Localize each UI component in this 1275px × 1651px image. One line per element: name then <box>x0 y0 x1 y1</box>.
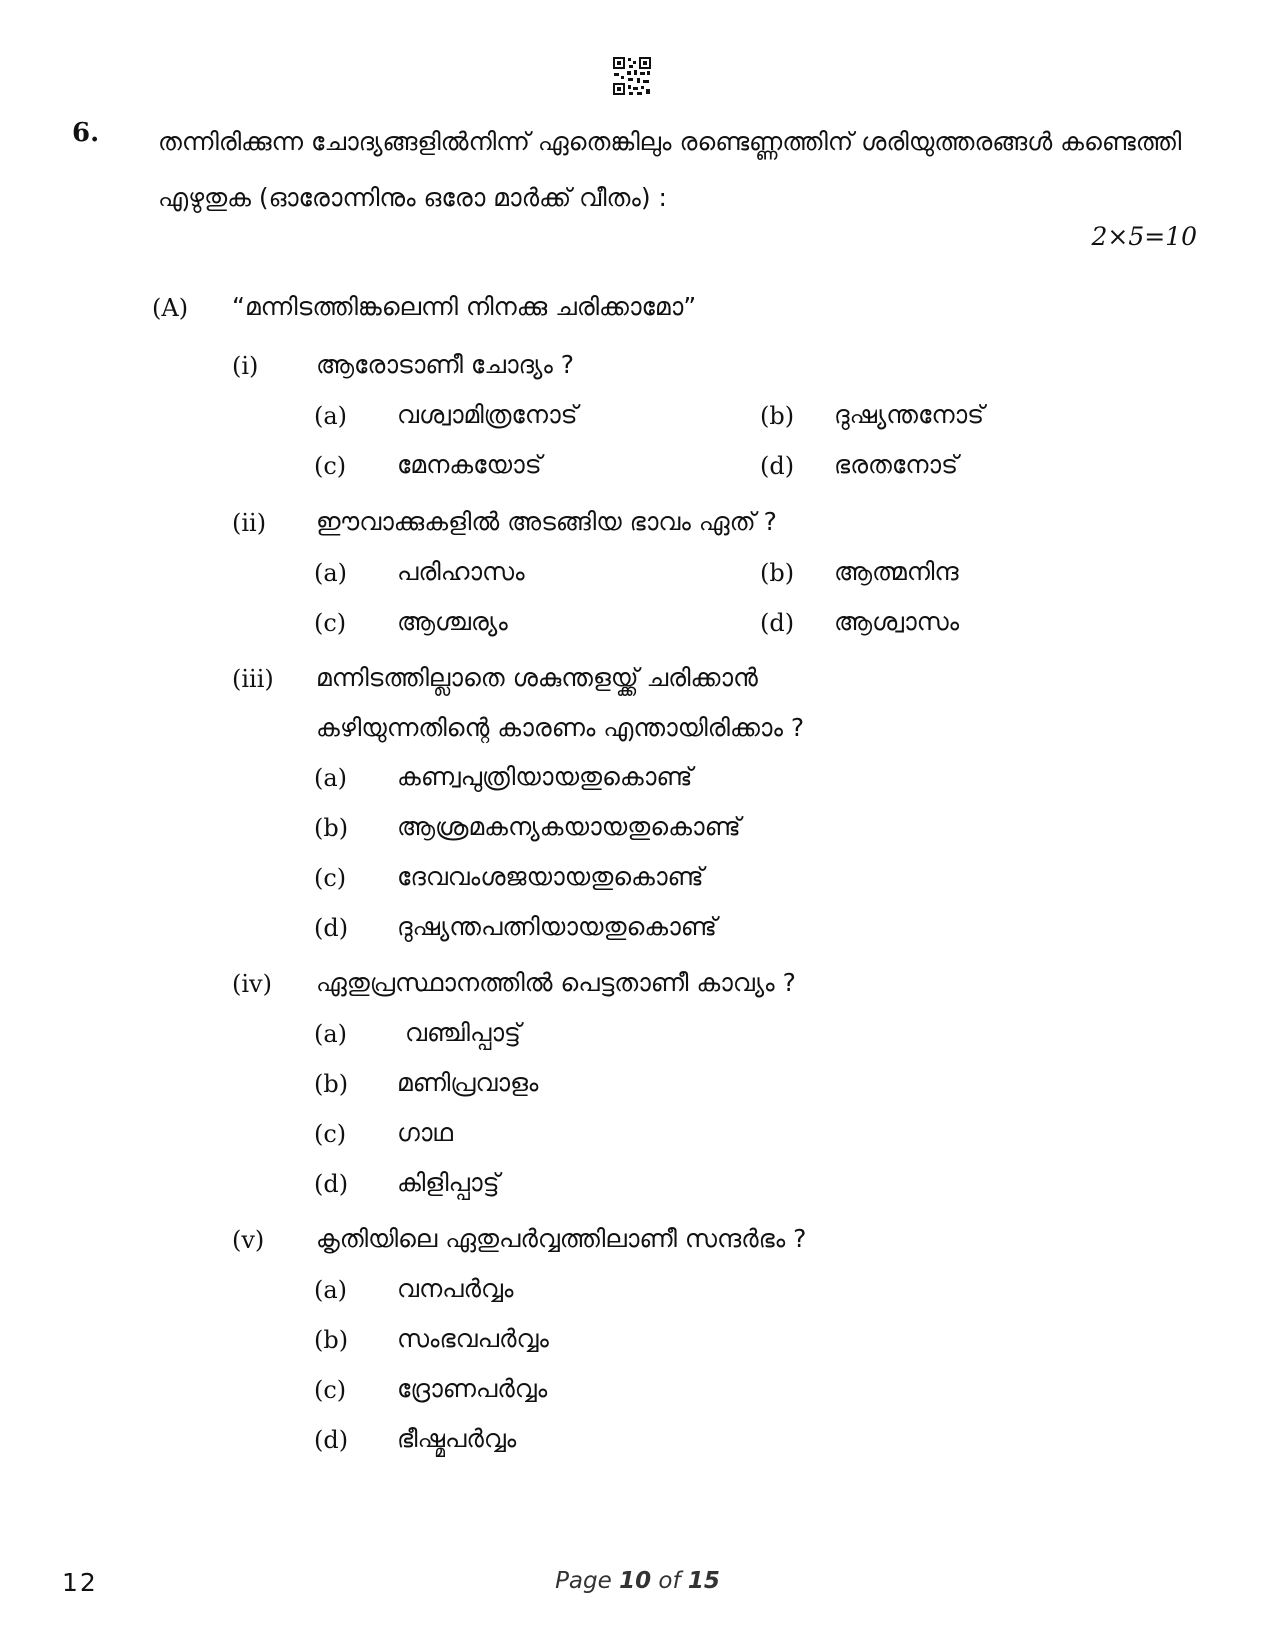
subquestion-text-line2: കഴിയുന്നതിന്റെ കാരണം എന്തായിരിക്കാം ? <box>316 713 805 742</box>
section-passage: “മന്നിടത്തിങ്കലെന്നി നിനക്കു ചരിക്കാമോ” <box>232 292 697 321</box>
option-text: കിളിപ്പാട്ട് <box>397 1168 500 1197</box>
option-label: (a) <box>314 402 348 430</box>
option-label: (b) <box>314 814 349 842</box>
option-label: (a) <box>314 1276 348 1304</box>
option-text: വഞ്ചിപ്പാട്ട് <box>405 1018 521 1047</box>
subquestion-label: (iii) <box>232 665 274 693</box>
option-label: (d) <box>314 914 349 942</box>
page-word: Page <box>555 1568 612 1594</box>
option-text: ഗാഥ <box>397 1118 453 1147</box>
option-label: (d) <box>760 609 795 637</box>
option-text: സംഭവപർവ്വം <box>397 1324 549 1353</box>
option-label: (a) <box>314 1020 348 1048</box>
option-text: ആശ്രമകന്യകയായതുകൊണ്ട് <box>397 812 741 841</box>
option-text: പരിഹാസം <box>397 557 525 586</box>
section-label: (A) <box>152 294 189 322</box>
option-label: (c) <box>314 1376 347 1404</box>
option-label: (b) <box>314 1326 349 1354</box>
page-total: 15 <box>687 1568 720 1594</box>
subquestion-label: (ii) <box>232 509 267 537</box>
page-indicator <box>0 1568 1275 1594</box>
option-text: ആശ്ചര്യം <box>397 607 508 636</box>
option-text: മേനകയോട് <box>397 450 542 479</box>
option-text: മണിപ്രവാളം <box>397 1068 539 1097</box>
option-label: (b) <box>760 402 795 430</box>
option-label: (b) <box>760 559 795 587</box>
option-label: (b) <box>314 1070 349 1098</box>
option-label: (d) <box>314 1426 349 1454</box>
question-number: 6. <box>72 118 100 148</box>
subquestion-text: ഏതുപ്രസ്ഥാനത്തിൽ പെട്ടതാണീ കാവ്യം ? <box>316 968 796 997</box>
subquestion-text: ഈവാക്കുകളിൽ അടങ്ങിയ ഭാവം ഏത് ? <box>316 507 777 536</box>
option-text: കണ്വപുത്രിയായതുകൊണ്ട് <box>397 762 693 791</box>
subquestion-text: ആരോടാണീ ചോദ്യം ? <box>316 350 575 379</box>
marks-allocation: 2×5=10 <box>1091 222 1197 251</box>
option-label: (c) <box>314 452 347 480</box>
subquestion-label: (iv) <box>232 970 272 998</box>
subquestion-label: (v) <box>232 1226 265 1254</box>
option-text: വശ്വാമിത്രനോട് <box>397 400 578 429</box>
option-text: ഭീഷ്മപർവ്വം <box>397 1424 517 1453</box>
option-text: ദേവവംശജയായതുകൊണ്ട് <box>397 862 704 891</box>
option-label: (a) <box>314 559 348 587</box>
question-stem: തന്നിരിക്കുന്ന ചോദ്യങ്ങളിൽനിന്ന് ഏതെങ്കിലും രണ്ടെണ്ണത്തിന് ശരിയുത്തരങ്ങൾ കണ്ടെത്തി എഴുതുക (ഓരോന്നിനും ഒരോ മാർക്ക് വീതം) : <box>158 127 1182 212</box>
option-text: വനപർവ്വം <box>397 1274 514 1303</box>
option-text: ആത്മനിന്ദ <box>834 557 959 586</box>
option-label: (c) <box>314 864 347 892</box>
option-text: ദുഷ്യന്തനോട് <box>834 400 985 429</box>
of-word: of <box>658 1568 681 1594</box>
page-current: 10 <box>619 1568 652 1594</box>
option-label: (a) <box>314 764 348 792</box>
option-text: ആശ്വാസം <box>834 607 960 636</box>
page-code: 12 <box>62 1568 98 1597</box>
qr-code <box>612 56 652 96</box>
option-label: (d) <box>760 452 795 480</box>
option-text: ഭരതനോട് <box>834 450 959 479</box>
option-text: ദുഷ്യന്തപത്നിയായതുകൊണ്ട് <box>397 912 717 941</box>
option-label: (c) <box>314 1120 347 1148</box>
option-label: (c) <box>314 609 347 637</box>
subquestion-label: (i) <box>232 352 259 380</box>
option-label: (d) <box>314 1170 349 1198</box>
option-text: ദ്രോണപർവ്വം <box>397 1374 548 1403</box>
subquestion-text: കൃതിയിലെ ഏതുപർവ്വത്തിലാണീ സന്ദർഭം ? <box>316 1224 807 1253</box>
subquestion-text-line1: മന്നിടത്തില്ലാതെ ശകുന്തളയ്ക്ക് ചരിക്കാൻ <box>316 663 758 692</box>
